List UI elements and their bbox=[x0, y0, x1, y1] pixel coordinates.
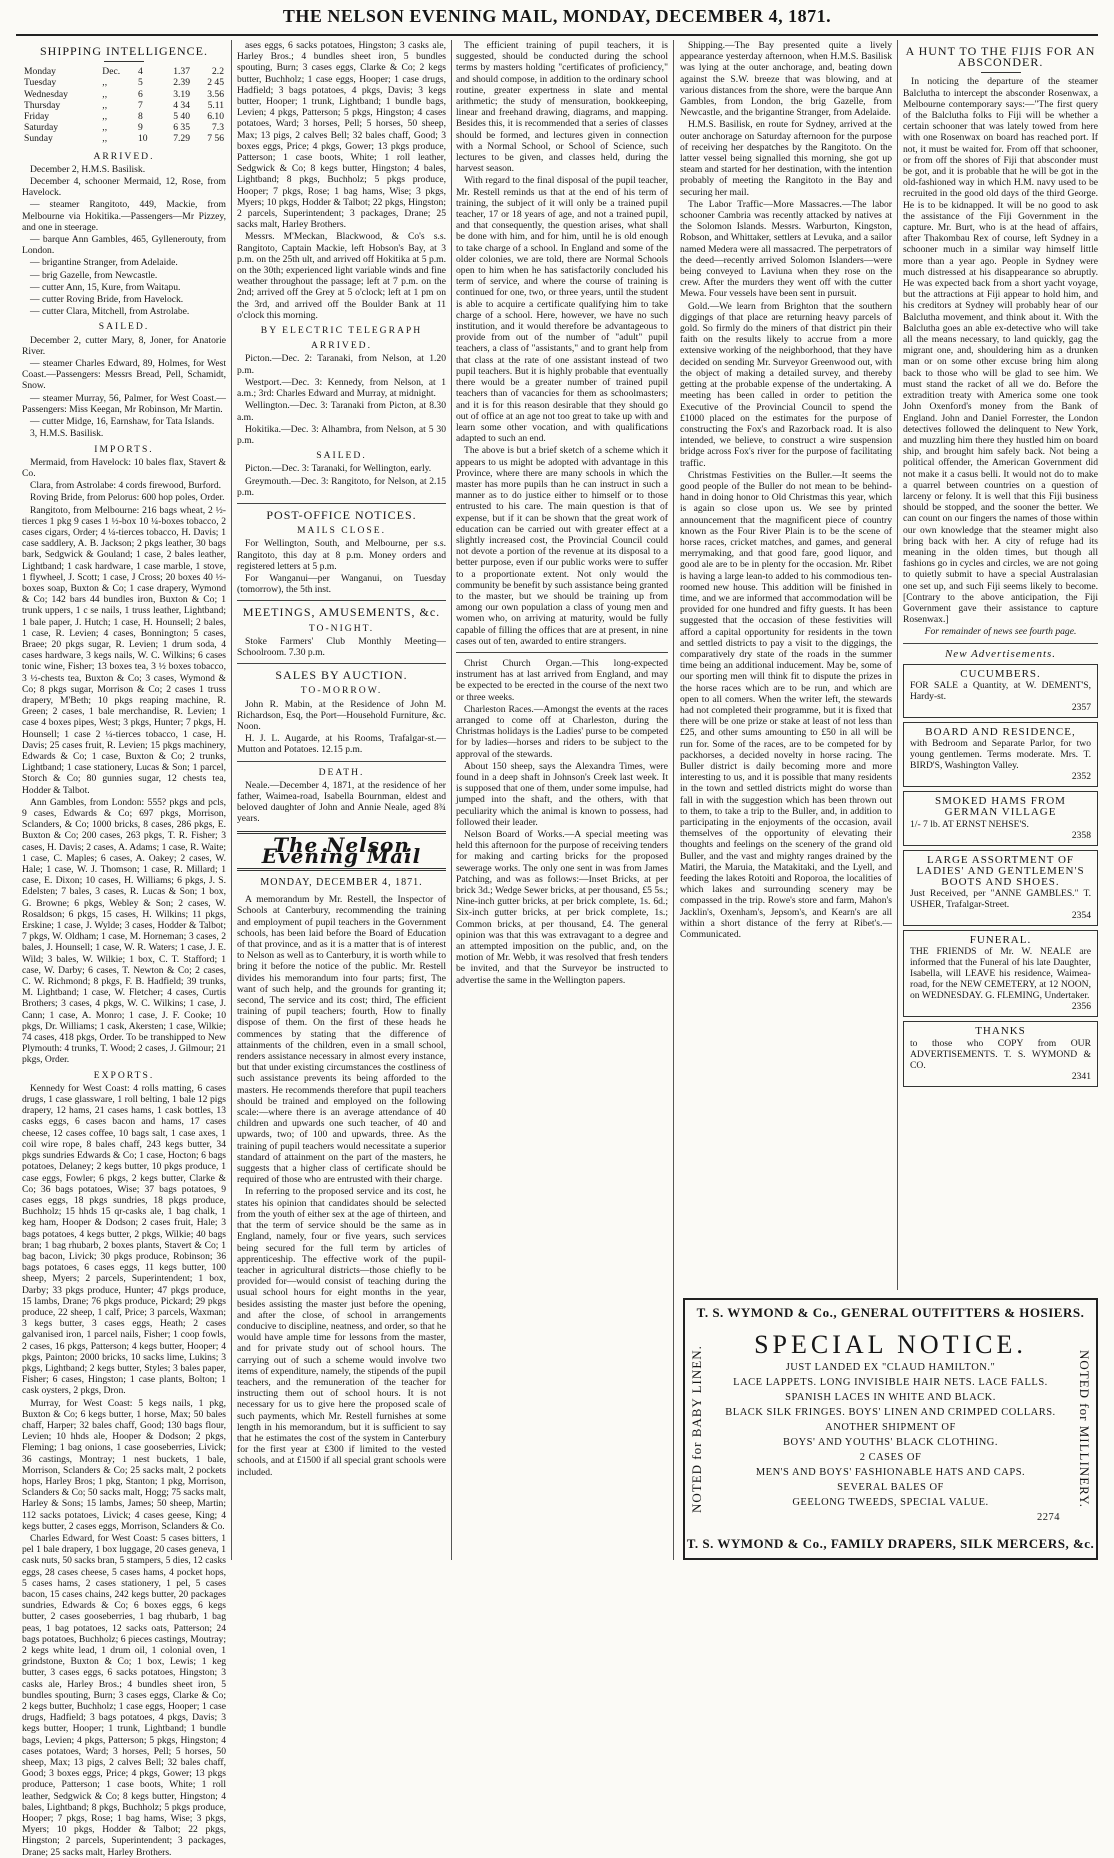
local-news-item: Nelson Board of Works.—A special meeting was held this afternoon for the purpose of receiving tenders for making and carting bricks for the proposed sewerage works. The only one sent in was from James Patching, and was as follows:—Inset Bricks, at per brick 3d.; Wedge Sewer bricks, at per thousand, £5 5s.; Nine-inch gutter bricks, at per brick complete, 1s. 6d.; Six-inch gutter bricks, at per brick complete, 1s.; Common bricks, at per thousand, £4. The general opinion was that this was extravagant to a degree and an attempted imposition on the public, and, on the motion of Mr. Webb, it was resolved that fresh tenders be invited, and that the Surveyor be instructed to advertise the same in the Wellington papers. bbox=[456, 829, 668, 986]
local-news-item: About 150 sheep, says the Alexandra Times, were found in a deep shaft in Johnson's Creek last week. It is supposed that one of them, under some impulse, had jumped into the shaft, and the others, with that peculiarity which the animal is known to possess, had followed their leader. bbox=[456, 760, 668, 828]
shipping-title: SHIPPING INTELLIGENCE. bbox=[40, 44, 208, 58]
special-notice-title: SPECIAL NOTICE. bbox=[754, 1330, 1027, 1359]
import-entry: Roving Bride, from Pelorus: 600 hop poles, Order. bbox=[30, 492, 225, 504]
ad-number: 2352 bbox=[1071, 771, 1091, 783]
post-office-item: For Wellington, South, and Melbourne, per s.s. Rangitoto, this day at 8 p.m. Money orders and registered letters at 5 p.m. bbox=[237, 538, 446, 572]
mails-close-heading: MAILS CLOSE. bbox=[296, 525, 387, 537]
tide-cell: 7 56 bbox=[207, 133, 224, 145]
special-notice-line: SEVERAL BALES OF bbox=[837, 1482, 944, 1493]
import-entry: Ann Gambles, from London: 555? pkgs and pcls, 9 cases, Edwards & Co; 697 pkgs, Morrison, Sclanders, & Co; 1000 bricks, 8 cases, 286 pkgs, E. Buxton & Co; 200 cases, 263 pkgs, T. R. Fisher; 3 cases, H. Davis; 2 cases, A. Adams; 1 case, R. Waite; 1 case, C. Maples; 6 cases, A. Oakey; 2 cases, W. Hale; 1 case, W. J. Thomson; 1 case, R. Millard; 1 case, E. Dixon; 10 cases, H. Williams; 6 pkgs, J. S. Edelsten; 7 bales, 3 cases, R. Lucas & Son; 1 box, G. Browne; 6 pkgs, Webley & Son; 2 cases, W. Rosaldson; 6 pkgs, 15 cases, H. Wilkins; 11 pkgs, Erskine; 1 case, J. Wylde; 3 cases, Hodder & Talbot; 7 pkgs, W. Oldham; 1 case, M. Horneman; 3 cases, 2 bales, J. Hounsell; 1 case, W. R. Waters; 1 case, J. E. Wild; 3 bales, W. Wilkie; 1 box, C. T. Stafford; 1 case, W. Darby; 6 cases, T. Newton & Co; 2 cases, C. W. Richmond; 8 pkgs, F. B. Hadfield; 39 trunks, M. Lightband; 1 case, W. Fletcher; 4 cases, Curtis Brothers; 3 cases, 4 pkgs, W. C. Wilkins; 1 case, J. Cann; 1 case, A. Monro; 1 case, J. F. Cooke; 10 pkgs, Dr. Williams; 1 cask, Akersten; 1 case, Wilkie; 74 cases, 418 pkgs, Order. To be transhipped to New Plymouth: 4 trunks, T. Wood; 2 cases, J. Gilmour; 21 pkgs, Order. bbox=[22, 796, 226, 1066]
tomorrow-heading: TO-MORROW. bbox=[300, 685, 383, 697]
tide-cell: 4 bbox=[137, 66, 143, 78]
arrival-entry: — brigantine Stranger, from Adelaide. bbox=[30, 257, 178, 269]
telegraph-sailing: Greymouth.—Dec. 3: Rangitoto, for Nelson, at 2.15 p.m. bbox=[237, 475, 446, 498]
telegraph-sailed-heading: SAILED. bbox=[316, 450, 367, 462]
tide-cell: 2 45 bbox=[207, 77, 224, 89]
death-notice: Neale.—December 4, 1871, at the residence of her father, Waimea-road, Isabella Bournman, eldest and beloved daughter of John and Annie Neale, aged 8¾ years. bbox=[237, 779, 446, 825]
export-continued: ases eggs, 6 sacks potatoes, Hingston; 3 casks ale, Harley Bros.; 4 bundles sheet iron, 5 bundles spouting, Burn; 3 cases eggs, Clarke & Co; 2 kegs butter, Buchholz; 1 case eggs, Hooper; 1 case drugs, Hadfield; 3 bags potatoes, 4 pkgs, Davis; 3 kegs butter, Hooper; 1 trunk, Lightband; 1 bundle bags, Levien; 4 pkgs, Patterson; 5 pkgs, Hingston; 4 cases potatoes, Ward; 3 horses, Pell; 5 horses, 50 sheep, Max; 13 pigs, 2 calves Bell; 32 bales chaff, Good; 3 boxes eggs, Price; 4 pkgs, Gower; 13 pkgs produce, Patterson; 1 case boots, White; 1 roll leather, Sedgwick & Co; 8 kegs butter, Hingston; 4 bales, Lightband; 8 pkgs, Buchholz; 5 pkgs produce, Hooper; 7 pkgs, Rose; 1 bag hams, Wise; 3 pkgs, Myers; 10 pkgs, Hodder & Talbot; 22 pkgs, Hingston; 2 parcels, Superintendent; 3 packages, Drane; 25 sacks malt, Harley Brothers. bbox=[237, 40, 446, 231]
column-local-news bbox=[680, 40, 892, 1290]
ad-number: 2358 bbox=[1071, 829, 1091, 841]
arrival-entry: December 2, H.M.S. Basilisk. bbox=[30, 163, 146, 175]
special-notice-line: ANOTHER SHIPMENT OF bbox=[825, 1422, 956, 1433]
ad-body: THE FRIENDS of Mr. W. NEALE are informed that the Funeral of his late Daughter, Isabella, will LEAVE his residence, Waimea-road, for the NEW CEMETERY, at 12 NOON, on WEDNESDAY. G. FLEMING, Undertaker. bbox=[910, 946, 1091, 1002]
special-notice-line: LACE LAPPETS. LONG INVISIBLE HAIR NETS. LACE FALLS. bbox=[733, 1377, 1048, 1388]
tide-cell: Saturday bbox=[24, 122, 59, 134]
tide-row bbox=[22, 122, 226, 133]
special-notice-line: 2 CASES OF bbox=[859, 1452, 922, 1463]
ad-body: Just Received, per "ANNE GAMBLES." T. USHER, Trafalgar-Street. bbox=[910, 888, 1091, 911]
special-notice-line: GEELONG TWEEDS, SPECIAL VALUE. bbox=[792, 1497, 989, 1508]
export-entry: Murray, for West Coast: 5 kegs nails, 1 pkg, Buxton & Co; 6 kegs butter, 1 horse, Max; 50 bales chaff, Harper; 32 bales chaff, Good; 130 bags flour, Levien; 10 hhds ale, Hooper & Dodson; 2 pkgs, Fleming; 1 bag onions, 1 case gooseberries, Livick; 36 castings, Montray; 1 nest buckets, 1 bale, Morrison, Sclanders & Co; 25 sacks malt, 2 pockets hops, Harley Bros; 1 pkg, Stanton; 1 pkg, Morrison, Sclanders & Co; 50 sacks malt, Hogg; 75 sacks malt, Harley & Sons; 15 lambs, James; 50 sheep, Martin; 112 sacks potatoes, Livick; 4 cases geese, King; 4 kegs butter, 2 cases eggs, Morrison, Sclanders & Co. bbox=[22, 1397, 226, 1532]
exports-heading: EXPORTS. bbox=[93, 1069, 155, 1081]
classified-ad bbox=[903, 722, 1098, 787]
export-entry: Kennedy for West Coast: 4 rolls matting, 6 cases drugs, 1 case glassware, 1 roll belting, 1 bale 12 pigs drapery, 12 hams, 21 cases hams, 1 cask bottles, 13 casks eggs, 6 cases bacon and hams, 17 cases cheese, 12 cases coffee, 10 bags salt, 1 case axes, 1 coil wire rope, 8 bales chaff, 243 kegs butter, 34 pkgs sundries Edwards & Co; 1 case, Hocton; 6 bags potatoes, Delaney; 2 kegs butter, 10 pkgs produce, 1 case eggs, Fowler; 6 pkgs, 2 kegs butter, Clarke & Co; 36 bags potatoes, Wise; 37 bags potatoes, 9 cases eggs, 18 pkgs sundries, 18 pkgs produce, Buchholz; 15 hhds 15 qr-casks ale, 1 bag chalk, 1 keg ham, Hooper & Dodson; 2 cases fruit, Hale; 3 bags potatoes, 4 kegs butter, 2 pkgs, Wilkie; 40 bags bran; 1 bag rhubarb, 2 boxes plants, Stavert & Co; 1 bag bacon, Livick; 30 pkgs produce, Robinson; 36 bags potatoes, 6 cases eggs, 11 kegs butter, 100 sheep, Myers; 2 parcels, Superintendent; 1 box, Darby; 33 pkgs produce, Hunter; 47 pkgs produce, 15 lambs, Drane; 76 pkgs produce, Pickard; 29 pkgs produce, 22 sheep, 1 calf, Price; 3 parcels, Waxman; 3 kegs butter, 3 cases eggs, Heath; 2 cases galvanised iron, 1 parcel nails, Fisher; 1 coop fowls, 2 cases, 16 pkgs, Patterson; 4 kegs butter, Hooper; 4 pkgs, Painton; 2000 bricks, 10 sacks lime, Lukins; 3 pkgs, Lightband; 2 kegs butter, Styles; 3 bales paper, Fisher; 6 cases, Hingston; 1 case plants, Bolton; 1 cask oysters, 2 pkgs, Dron. bbox=[22, 1082, 226, 1397]
tide-cell: 9 bbox=[137, 122, 143, 134]
editorial-paragraph: With regard to the final disposal of the pupil teacher, Mr. Restell reminds us that at the end of his term of training, the subject of it will only be a trained pupil teacher, 17 or 18 years of age, and not a trained pupil, and that consequently, the question arises, what shall be done with him, and for him, until he is old enough to take charge of a school. In England and some of the older colonies, we are told, there are Normal Schools open to him when he has satisfactorily concluded his term of service, and where the course of training is continued for one, two, or three years, until the student is able to acquire a certificate qualifying him to take charge of a school. Here, however, we have no such institution, and it would therefore be advantageous to provide from out of the number of "adult" pupil teachers, a class of "assistants," and to grant help from that class at the rate of one assistant instead of two pupil teachers. But it is highly probable that eventually there would be a greater number of trained pupil teachers than of vacancies for them as schoolmasters; and it is for this reason desirable that they should go out of office at an age not too great to take up with and learn some other vocation, and with qualifications adapted to such an end. bbox=[456, 175, 668, 445]
sailed-heading: SAILED. bbox=[98, 321, 150, 333]
editorial-paragraph: The above is but a brief sketch of a scheme which it appears to us might be adopted with advantage in this Province, where there are many schools in which the master has more pupils than he can instruct in such a manner as to do justice either to himself or to those entrusted to his care. The main question is that of expense, but if it can be shown that the great work of education can be carried out with greater effect at a slightly increased cost, the Provincial Council could not devote a portion of the revenue at its disposal to a better purpose, even if our public works were to suffer to a proportionate extent. Not only would the community be benefit by such assistance being granted to the master, but we should be training up from among our own population a class of young men and women who, on arriving at maturity, would be fully capable of filling the offices that are at present, in nine cases out of ten, awarded to entire strangers. bbox=[456, 445, 668, 647]
auction-item: John R. Mabin, at the Residence of John M. Richardson, Esq, the Port—Household Furniture, &c. Noon. bbox=[237, 698, 446, 732]
special-notice-lines bbox=[721, 1360, 1060, 1510]
tide-cell: ,, bbox=[102, 111, 108, 123]
tonight-heading: TO-NIGHT. bbox=[308, 622, 375, 634]
ad-heading: FUNERAL. bbox=[969, 934, 1032, 947]
special-notice-line: MEN'S AND BOYS' FASHIONABLE HATS AND CAPS. bbox=[755, 1467, 1026, 1478]
tide-cell: 8 bbox=[137, 111, 143, 123]
local-news-item: Christmas Festivities on the Buller.—It seems the good people of the Buller do not mean to be behind-hand in doing honor to Old Christmas this year, which is again so close upon us. We see by printed announcement that the magnificent piece of country known as the Four River Plain is to be the scene of horse races, cricket matches, and games, and general merrymaking, and that good fare, good liquor, and good ale are to be in plenty for the occasion. Mr. Ribet is having a large lean-to added to his commodious ten-roomed new house. This addition will be finished in time, and we are informed that accommodation will be provided for one hundred and fifty guests. It has been suggested that the occasion of these festivities will afford a capital opportunity for residents in the town and settled districts to pay a visit to the diggings, the comparatively dry state of the roads in the summer time being an additional inducement. May be, some of our sporting men will think fit to dispute the prizes in the horse races which are to be run, and which are open to all comers. When the writer left, the stewards had not completed their programme, but it is fixed that there will be one prize or stake at least of not less than £25, and other sums amounting to £50 in all will be run for. Some of the races, are to be competed for by packhorses, a decided novelty in horse racing. The Buller district is daily becoming more and more interesting to us, and it is possible that many residents in the town and settled districts might do worse than fall in with the suggestion which has been thrown out to them, to take a trip to the Buller, and, in addition to participating in the enjoyments of the occasion, avail themselves of the opportunity of elevating their thoughts and feelings on the scenery of the grand old Buller, and the vast and mighty ranges drained by the Matiri, the Maruia, the Matakitaki, and the Lyell, and feeding the lakes Rotoiti and Roporoa, the localities of which lakes and surrounding scenery may be compassed in the trip. Rowe's store and farm, Mahon's Jacklin's, Oxenham's, Jepsom's, and Kearn's are all within a short distance of the ferry at Ribet's.—Communicated. bbox=[680, 469, 892, 941]
divider bbox=[237, 761, 446, 762]
export-entry: Charles Edward, for West Coast: 5 cases bitters, 1 pel 1 bale drapery, 1 box luggage, 20 cases geneva, 1 cask nuts, 50 sacks bran, 5 stampers, 5 dies, 12 casks eggs, 28 cases cheese, 5 cases hams, 4 pocket hops, 5 cases hams, 2 cases stationery, 1 pel, 5 cases bacon, 15 cases chains, 242 kegs butter, 20 packages sundries, Edwards & Co; 6 boxes eggs, 6 kegs butter, 2 cases gooseberries, 1 bag rhubarb, 1 bag peas, 1 bag potatoes, 12 sacks oats, Patterson; 24 bags potatoes, Buchholz; 6 pieces castings, Moutray; 2 kegs white lead, 1 drum oil, 1 colonial oven, 1 grindstone, Buxton & Co; 1 box, Lewis; 1 keg butter, 3 cases eggs, 6 sacks potatoes, Hingston; 3 casks ale, Harley Bros.; 4 bundles sheet iron, 5 bundles spouting, Burn; 3 cases eggs, Clarke & Co; 2 kegs butter, Buchholz; 1 case eggs, Hooper; 1 case drugs, Hadfield; 3 bags potatoes, 4 pkgs, Davis; 3 kegs butter, Hooper; 1 trunk, Lightband; 1 bundle bags, Levien; 4 pkgs, Patterson; 5 pkgs, Hingston; 4 cases potatoes, Ward; 3 horses, Pell; 5 horses, 50 sheep, Max; 13 pigs, 2 calves Bell; 32 bales chaff, Good; 3 boxes eggs, Price; 4 pkgs, Gower; 13 pkgs produce, Patterson; 1 case boots, White; 1 roll leather, Sedgwick & Co; 8 kegs butter, Hingston; 4 bales, Lightband; 8 pkgs, Buchholz; 5 pkgs produce, Hooper; 7 pkgs, Rose; 1 bag hams, Wise; 3 pkgs, Myers; 10 pkgs, Hodder & Talbot; 22 pkgs, Hingston; 2 parcels, Superintendent; 3 packages, Drane; 25 sacks malt, Harley Brothers. bbox=[22, 1533, 226, 1858]
local-news-item: Charleston Races.—Amongst the events at the races arranged to come off at Charleston, during the Christmas holidays is the Ladies' purse to be competed for by ladies—horses and riders to be subject to the approval of the stewards. bbox=[456, 703, 668, 760]
arrival-entry: — cutter Ann, 15, Kure, from Waitapu. bbox=[30, 281, 181, 293]
tide-row bbox=[22, 100, 226, 111]
remainder-note: For remainder of news see fourth page. bbox=[924, 626, 1077, 638]
special-notice-line: SPANISH LACES IN WHITE AND BLACK. bbox=[785, 1392, 996, 1403]
ad-number: 2341 bbox=[1071, 1070, 1091, 1082]
tide-cell: Monday bbox=[24, 66, 56, 78]
telegraph-arrival: Westport.—Dec. 3: Kennedy, from Nelson, at 1 a.m.; 3rd: Charles Edward and Murray, at midnight. bbox=[237, 376, 446, 400]
arrival-entry: — brig Gazelle, from Newcastle. bbox=[30, 269, 158, 281]
local-news-item: Christ Church Organ.—This long-expected instrument has at last arrived from England, and may be expected to be erected in the course of the next two or three weeks. bbox=[456, 657, 668, 703]
masthead: THE NELSON EVENING MAIL, MONDAY, DECEMBER 4, 1871. bbox=[282, 6, 832, 26]
telegraph-arrival: Wellington.—Dec. 3: Taranaki from Picton, at 8.30 a.m. bbox=[237, 400, 446, 423]
new-advertisements-heading: New Advertisements. bbox=[944, 647, 1057, 660]
post-office-title: POST-OFFICE NOTICES. bbox=[266, 507, 417, 522]
tide-cell: 1.37 bbox=[173, 66, 191, 78]
tide-cell: ,, bbox=[102, 88, 108, 100]
arrival-entry: December 4, schooner Mermaid, 12, Rose, from Havelock. bbox=[22, 176, 226, 199]
tide-cell: ,, bbox=[102, 77, 108, 89]
local-news-item: Gold.—We learn from Brighton that the southern diggings of that place are returning heavy parcels of gold. So firmly do the miners of that district pin their faith on the results likely to accrue from a more extensive working of the neighborhood, that they have decided on sending Mr. Surveyor Greenwood out, with the object of making a detailed survey, and thereby getting at the probable expense of the undertaking. A meeting has been called in order to petition the Executive of the Provincial Council to spend the £1000 placed on the estimates for the purpose of constructing the Fox's and Razorback road. It is also intended, we believe, to construct a wire suspension bridge across Fox's river for the purpose of facilitating traffic. bbox=[680, 300, 892, 469]
column-divider bbox=[897, 40, 898, 1290]
divider bbox=[903, 643, 1098, 644]
special-notice-line: BOYS' AND YOUTHS' BLACK CLOTHING. bbox=[782, 1437, 999, 1448]
tide-cell: 4 34 bbox=[173, 99, 191, 111]
local-news-item: The Labor Traffic—More Massacres.—The labor schooner Cambria was recently attacked by natives at the Solomon Islands. Messrs. Warburton, Kingston, Robson, and Whittaker, settlers at Levuka, and a sailor named Medera were all massacred. The perpetrators of the deed—recently arrived Solomon Islanders—were being conveyed to Laviuna when they rose on the crew. After the murders they went off with the cutter Mewa. Four vessels have been sent in pursuit. bbox=[680, 198, 892, 300]
divider bbox=[237, 868, 446, 871]
sailing-entry: — cutter Midge, 16, Earnshaw, for Tata Islands. bbox=[30, 416, 215, 428]
ad-heading: BOARD AND RESIDENCE, bbox=[925, 725, 1076, 738]
ad-heading: LARGE ASSORTMENT OF LADIES' AND GENTLEMEN'S BOOTS AND SHOES. bbox=[916, 853, 1085, 888]
tide-cell: Thursday bbox=[24, 99, 61, 111]
tide-cell: Sunday bbox=[24, 133, 53, 145]
divider bbox=[981, 72, 1021, 73]
import-entry: Clara, from Astrolabe: 4 cords firewood, Burford. bbox=[30, 480, 222, 492]
meeting-item: Stoke Farmers' Club Monthly Meeting—Schoolroom. 7.30 p.m. bbox=[237, 635, 446, 658]
tide-cell: ,, bbox=[102, 133, 108, 145]
tide-cell: 3.19 bbox=[173, 88, 191, 100]
tide-cell: Friday bbox=[24, 111, 50, 123]
classified-ad bbox=[903, 664, 1098, 718]
tide-cell: 5.11 bbox=[207, 99, 224, 111]
editorial-dateline: MONDAY, DECEMBER 4, 1871. bbox=[260, 877, 423, 888]
special-notice-line: JUST LANDED EX "CLAUD HAMILTON." bbox=[785, 1362, 996, 1373]
ad-heading: CUCUMBERS. bbox=[960, 667, 1041, 680]
local-news-item: Shipping.—The Bay presented quite a lively appearance yesterday afternoon, when H.M.S. Basilisk was lying at the outer anchorage, and, beating down against the S.W. breeze that was blowing, and at various distances from the shore, were the barque Ann Gambles, from London, the brig Gazelle, from Newcastle, and the brigantine Stranger, from Adelaide. bbox=[680, 40, 892, 119]
tide-cell: ,, bbox=[102, 99, 108, 111]
tide-cell: 3.56 bbox=[207, 88, 224, 100]
telegraph-arrival: Hokitika.—Dec. 3: Alhambra, from Nelson, at 5 30 p.m. bbox=[237, 423, 446, 446]
divider bbox=[237, 503, 446, 504]
tide-cell: Tuesday bbox=[24, 77, 57, 89]
arrival-entry: — cutter Roving Bride, from Havelock. bbox=[30, 294, 184, 306]
tide-row bbox=[22, 111, 226, 122]
classified-ad bbox=[903, 791, 1098, 845]
divider bbox=[104, 61, 144, 62]
baby-linen-vertical: NOTED for BABY LINEN. bbox=[689, 1345, 704, 1513]
tide-cell: 2.2 bbox=[212, 66, 224, 78]
telegraph-heading: BY ELECTRIC TELEGRAPH bbox=[260, 325, 423, 337]
column-divider bbox=[673, 40, 674, 1560]
column-divider bbox=[231, 40, 232, 1560]
death-heading: DEATH. bbox=[318, 766, 365, 778]
tide-cell: 7 bbox=[137, 99, 143, 111]
column-notices-editorial bbox=[237, 40, 446, 1560]
sailing-entry: — steamer Murray, 56, Palmer, for West Coast.—Passengers: Miss Keegan, Mr Robinson, Mr Martin. bbox=[22, 392, 226, 415]
fiji-article-title: A HUNT TO THE FIJIS FOR AN ABSCONDER. bbox=[905, 44, 1096, 70]
ad-number: 2356 bbox=[1071, 1001, 1091, 1013]
tide-cell: 5 bbox=[137, 77, 143, 89]
special-notice bbox=[721, 1328, 1060, 1530]
classified-ad bbox=[903, 850, 1098, 927]
wymond-top-heading: T. S. WYMOND & Co., GENERAL OUTFITTERS & HOSIERS. bbox=[696, 1305, 1085, 1320]
ad-body: to those who COPY from OUR ADVERTISEMENTS. T. S. WYMOND & CO. bbox=[910, 1037, 1091, 1071]
auction-item: H. J. L. Augarde, at his Rooms, Trafalgar-st.—Mutton and Potatoes. 12.15 p.m. bbox=[237, 733, 446, 756]
tide-cell: 10 bbox=[137, 133, 148, 145]
ad-body: FOR SALE a Quantity, at W. DEMENT'S, Hardy-st. bbox=[910, 679, 1091, 702]
tide-cell: 6 35 bbox=[173, 122, 191, 134]
arrival-entry: — cutter Clara, Mitchell, from Astrolabe. bbox=[30, 306, 190, 318]
classified-ad bbox=[903, 1021, 1098, 1086]
editorial-paragraph: A memorandum by Mr. Restell, the Inspector of Schools at Canterbury, recommending the training and employment of pupil teachers in the Government schools, has been laid before the Board of Education of that province, and as it is a matter that is of interest to Nelson as well as to Canterbury, it is worth while to bring it before the notice of the public. Mr. Restell divides his memorandum into four parts; first, The want of such help, and the grounds for granting it; second, The service and its cost; third, The efficient training of pupil teachers; fourth, How to finally dispose of them. On the first of these heads he commences by stating that the difference of attainments of the children, even in a small school, renders assistance necessary in almost every instance, but that under existing circumstances the costliness of such assistance prevents its being afforded to the masters. He recommends therefore that pupil teachers should be trained and employed on the following scale:—where there is an average attendance of 40 children and upwards one such teacher, of 40 and upwards, two; of 100 and upwards, three. As the training of pupil teachers would necessitate a superior standard of attainment on the part of the masters, he suggests that a higher class of certificate should be required of those who are entrusted with their charge. bbox=[237, 894, 446, 1186]
tide-cell: 2.39 bbox=[173, 77, 191, 89]
tide-cell: ,, bbox=[102, 122, 108, 134]
tide-cell: Wednesday bbox=[24, 88, 68, 100]
arrival-entry: — steamer Rangitoto, 449, Mackie, from Melbourne via Hokitika.—Passengers—Mr Pizzey, and one in steerage. bbox=[22, 199, 226, 233]
local-news-item: H.M.S. Basilisk, en route for Sydney, arrived at the outer anchorage on Saturday afternoon for the purpose of receiving her despatches by the Rangitoto. On the latter vessel being signalled this morning, she got up steam and started for her destination, with the intention probably of meeting the Rangitoto in the Bay and securing her mail. bbox=[680, 119, 892, 198]
tide-row bbox=[22, 89, 226, 100]
telegraph-arrival: Picton.—Dec. 2: Taranaki, from Nelson, at 1.20 p.m. bbox=[237, 353, 446, 376]
tide-cell: 7.29 bbox=[173, 133, 191, 145]
ad-body: 1/- 7 lb. AT ERNST NEHSE'S. bbox=[910, 818, 1029, 830]
editorial-paragraph: In referring to the proposed service and its cost, he states his opinion that candidates should be selected from the youth of either sex at the age of thirteen, and that the term of service should be the same as in England, namely, four or five years, such services being secured for the full term by articles of apprenticeship. The effective work of the pupil-teacher in agricultural districts—those chiefly to be provided for—would consist of teaching during the usual school hours for eight months in the year, besides assisting the master just before the opening, and after the close, of school in arrangements conducive to discipline, neatness, and order, so that he would have ample time for lessons from the master, and for private study out of school hours. The carrying out of such a scheme would involve two items of expenditure, namely, the stipends of the pupil teachers, and the remuneration of the teacher for instructing them out of school hours. It is not necessary for us to give here the proposed scale of such payments, which Mr. Restell furnishes at some length in his memorandum, but it is sufficient to say that he estimates the cost of the system in Canterbury for the first year at £300 if limited to the vested schools, and at £1500 if all special grant schools were included. bbox=[237, 1186, 446, 1478]
tide-cell: 6.10 bbox=[207, 111, 224, 123]
column-shipping bbox=[22, 40, 226, 1858]
wymond-bottom-heading: T. S. WYMOND & Co., FAMILY DRAPERS, SILK MERCERS, &c. bbox=[686, 1536, 1095, 1551]
ad-number: 2354 bbox=[1071, 910, 1091, 922]
ad-heading: THANKS bbox=[975, 1025, 1026, 1038]
ad-heading: SMOKED HAMS FROM GERMAN VILLAGE bbox=[935, 795, 1066, 819]
imports-heading: IMPORTS. bbox=[94, 443, 154, 455]
ad-number: 2274 bbox=[1037, 1512, 1060, 1523]
post-office-item: For Wanganui—per Wanganui, on Tuesday (tomorrow), the 5th inst. bbox=[237, 572, 446, 596]
classified-ad bbox=[903, 930, 1098, 1017]
auction-title: SALES BY AUCTION. bbox=[275, 668, 408, 683]
sailing-entry: December 2, cutter Mary, 8, Joner, for Anatorie River. bbox=[22, 334, 226, 357]
tide-row bbox=[22, 133, 226, 144]
ad-body: with Bedroom and Separate Parlor, for two young gentlemen. Terms moderate. Mrs. T. BIRD'S, Washington Valley. bbox=[910, 738, 1091, 772]
import-entry: Rangitoto, from Melbourne: 216 bags wheat, 2 ½-tierces 1 pkg 9 cases 1 ½-box 10 ¼-boxes tobacco, 2 cases cigars, Order; 4 ¼-tierces tobacco, H. Davis; 1 case saddlery, A. B. Jackson; 2 pkgs leather, 30 bags bark, Sedgwick & Gouland; 1 case, 2 bales leather, Lightband; 1 cask hardware, 1 case marble, 1 stove, 1 flywheel, J. Scott; 1 case, J Cross; 20 boxes 40 ½-boxes soap, Buxton & Co; 1 case drapery, Wymond & Co; 142 bars 44 bundles iron, Buxton & Co; 1 trunk uppers, 1 c se nails, 1 truss leather, Lightband; 1 bale paper, J. Hutch; 1 case, H. Hounsell; 2 bales, 1 case, R. Levien; 4 cases, Bonnington; 5 cases, Braee; 20 pkgs sugar, R. Levien; 1 drum soda, 4 cases hardware, 3 kegs nails, W. C. Wilkins; 6 cases tonic wine, Fisher; 13 boxes tea, 3 ½ boxes tobacco, 3 ½-chests tea, Buxton & Co; 3 cases, Wymond & Co; 8 pkgs sugar, Morrison & Co; 2 cases 1 truss drapery, M'Beth; 10 pkgs reaping machine, R. Green; 2 cases, 1 bale merchandise, R. Levien; 1 case 4 boxes pipes, West; 3 pkgs, Hunter; 7 pkgs, H. Hounsell; 1 case 2 ¼-tierces tobacco, 1 case, H. Davis; 25 cases fruit, R. Levien; 15 pkgs machinery, Edwards & Co; 1 case, Buxton & Co; 2 trunks, Lightband; 1 case stationery, Lucas & Son; 1 parcel, Storch & Co; 80 gunnies sugar, 12 chests tea, Hodder & Talbot. bbox=[22, 504, 226, 796]
tide-cell: Dec. bbox=[102, 66, 121, 78]
tide-table bbox=[22, 66, 226, 144]
divider bbox=[237, 600, 446, 601]
wymond-advertisement bbox=[683, 1298, 1098, 1560]
tide-cell: 7.3 bbox=[212, 122, 224, 134]
fiji-article-body: In noticing the departure of the steamer Balclutha to intercept the absconder Rosenwax, a Melbourne contemporary says:—"The first query of the Balclutha folks to Fiji will be whether a certain schooner that was lately towed from here with one Rosenwax on board has reached port. If not, it must be waited for. From off that schooner, or from off the shores of Fiji that absconder must be got, and it is probable that he will be got in the old-fashioned way in which H.M. navy used to be recruited in the good old days of the third George. He is to be kidnapped. It will be no good to ask the assistance of the Fiji Government in the capture. Mr. Burt, who is at the head of affairs, after Thakombau Rex of course, left Sydney in a schooner much in a similar way himself little more than a year ago. People in Sydney were much distressed at his disappearance so abruptly. He was expected back from a short yacht voyage, but the attractions at Fiji appear to hold him, and his creditors at Sydney will probably hear of our Balclutha movement, and think about it. With the Balclutha goes an able ex-detective who will take all the means necessary, to land quickly, gag the migrant one, and, shouldering him as a drunken man or on some other excuse bring him along back to those who will be glad to see him. We must stand the racket of all we do. Before the extradition treaty with America some one took John Oxenford's money from the Bank of England. John and Daniel Forrester, the London detectives followed the delinquent to New York, and muzzling him there they hustled him on board ship, and brought him safely back. Not being a political offender, the American Government did not make it a casus belli. It would not do to make a quarrel between countries on a question of larceny or felony. It is well that this Fiji business should be stopped, and the sooner the better. We can count on our fingers the names of those within our own knowledge that the steamer might also bring back with her. A city of refuge had its meaning in the olden times, but though all fashions go in cycles and circles, we are not going to quietly submit to have a special Australasian one set up, and such Fiji seems likely to become. [Contrary to the above anticipation, the Fiji Government gave their assistance to capture Rosenwax.] bbox=[903, 76, 1098, 626]
rangitoto-report: Messrs. M'Meckan, Blackwood, & Co's s.s. Rangitoto, Captain Mackie, left Hobson's Bay, at 3 p.m. on the 25th ult, and arrived off Hokitika at 5 p.m. on the 30th; experienced light variable winds and fine weather throughout the passage; left at 7 p.m. on the 2nd; arrived off the Grey at 5 o'clock; left at 1 pm on the 3rd, and arrived off the Boulder Bank at 11 o'clock this morning. bbox=[237, 231, 446, 321]
tide-row bbox=[22, 66, 226, 77]
newspaper-nameplate: The Nelson Evening Mail bbox=[261, 832, 422, 868]
tide-cell: 5 40 bbox=[173, 111, 191, 123]
millinery-vertical: NOTED for MILLINERY. bbox=[1077, 1349, 1092, 1509]
import-entry: Mermaid, from Havelock: 10 bales flax, Stavert & Co. bbox=[22, 456, 226, 479]
masthead-rule bbox=[16, 34, 1098, 36]
telegraph-arrived-heading: ARRIVED. bbox=[310, 340, 373, 352]
tide-row bbox=[22, 77, 226, 88]
column-fiji-ads bbox=[903, 40, 1098, 1290]
sailing-entry: — steamer Charles Edward, 89, Holmes, for West Coast.—Passengers: Messrs Bread, Pell, Schamidt, Snow. bbox=[22, 358, 226, 392]
divider bbox=[456, 652, 668, 653]
column-divider bbox=[451, 40, 452, 1560]
divider bbox=[237, 663, 446, 664]
tide-cell: 6 bbox=[137, 88, 143, 100]
editorial-paragraph: The efficient training of pupil teachers, it is suggested, should be conducted during the school terms by masters holding "certificates of proficiency," and should compose, in addition to the ordinary school routine, greater expertness in slate and mental arithmetic; the study of mensuration, bookkeeping, linear and freehand drawing, diagrams, and mapping. Besides this, it is recommended that a series of classes should be formed, and lectures given in connection with a Normal School, or School of Science, such lectures to be given, and classes held, during the harvest season. bbox=[456, 40, 668, 175]
arrived-heading: ARRIVED. bbox=[93, 150, 155, 162]
special-notice-line: BLACK SILK FRINGES. BOYS' LINEN AND CRIMPED COLLARS. bbox=[725, 1407, 1056, 1418]
sailing-entry: 3, H.M.S. Basilisk. bbox=[30, 428, 104, 440]
telegraph-sailing: Picton.—Dec. 3: Taranaki, for Wellington, early. bbox=[245, 463, 432, 475]
ad-number: 2357 bbox=[1071, 701, 1091, 713]
column-editorial-local bbox=[456, 40, 668, 1560]
arrival-entry: — barque Ann Gambles, 465, Gyllenerouty, from London. bbox=[22, 234, 226, 257]
meetings-title: MEETINGS, AMUSEMENTS, &c. bbox=[242, 605, 441, 620]
